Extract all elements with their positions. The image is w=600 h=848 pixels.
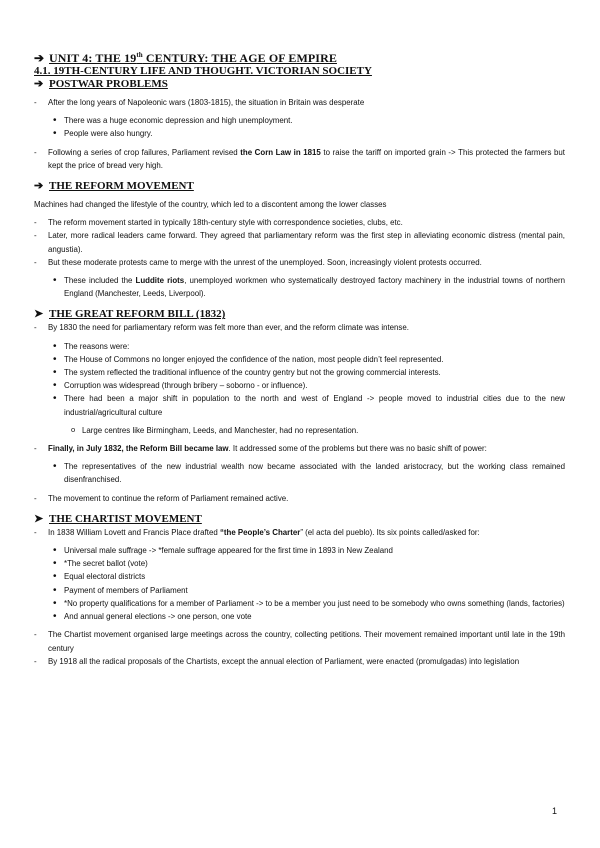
great-reform-bullet-3: • The system reflected the traditional influence of the country gentry but not the growing commercial interests. (34, 366, 565, 379)
postwar-heading-text: POSTWAR PROBLEMS (49, 78, 168, 90)
reform-dash-2: - Later, more radical leaders came forward. They agreed that parliamentary reform was the first step in alleviating economic distress (mental pain, angustia). (34, 229, 565, 255)
postwar-bullet-2: • People were also hungry. (34, 127, 565, 140)
postwar-bullet-1: • There was a huge economic depression and high unemployment. (34, 114, 565, 127)
reform-heading (34, 179, 565, 193)
chevron-right-icon: ➤ (34, 308, 44, 321)
chartist-bullet-4: • Payment of members of Parliament (34, 584, 565, 597)
great-reform-bullet-4: • Corruption was widespread (through bribery – soborno - or influence). (34, 379, 565, 392)
reform-dash-1: - The reform movement started in typically 18th-century style with correspondence societies, clubs, etc. (34, 216, 565, 229)
chartist-bullet-1: • Universal male suffrage -> *female suffrage appeared for the first time in 1893 in New Zealand (34, 544, 565, 557)
chartist-bullet-5: • *No property qualifications for a member of Parliament -> to be a member you just need to be somebody who owns something (lands, factories) (34, 597, 565, 610)
great-reform-dash-1: - By 1830 the need for parliamentary reform was felt more than ever, and the reform climate was intense. (34, 321, 565, 334)
great-reform-bullet-6: • The representatives of the new industrial wealth now became associated with the landed aristocracy, but the working class remained disenfranchised. (34, 460, 565, 486)
chartist-heading-text: THE CHARTIST MOVEMENT (49, 512, 202, 525)
arrow-right-icon: ➔ (34, 78, 44, 90)
chartist-bullet-3: • Equal electoral districts (34, 570, 565, 583)
unit-heading-text-end: CENTURY: THE AGE OF EMPIRE (142, 51, 337, 65)
postwar-heading (34, 77, 565, 91)
postwar-paragraph-1: - After the long years of Napoleonic wars (1803-1815), the situation in Britain was desperate (34, 96, 565, 109)
unit-heading (34, 48, 565, 65)
great-reform-heading-text: THE GREAT REFORM BILL (1832) (49, 308, 226, 321)
page-number: 1 (551, 806, 557, 816)
chartist-bullet-6: • And annual general elections -> one person, one vote (34, 610, 565, 623)
reform-intro: Machines had changed the lifestyle of the country, which led to a discontent among the lower classes (34, 200, 387, 210)
reform-bullet-1: • These included the Luddite riots, unemployed workmen who systematically destroyed factory machinery in the industrial towns of northern England (Manchester, Leeds, Liverpool). (34, 274, 565, 300)
section-heading: 4.1. 19TH-CENTURY LIFE AND THOUGHT. VICTORIAN SOCIETY (34, 65, 372, 77)
great-reform-dash-3: - The movement to continue the reform of Parliament remained active. (34, 492, 565, 505)
arrow-right-icon: ➔ (34, 180, 44, 193)
chartist-bullet-2: • *The secret ballot (vote) (34, 557, 565, 570)
great-reform-subitem-1: o Large centres like Birmingham, Leeds, and Manchester, had no representation. (34, 424, 565, 437)
reform-dash-3: - But these moderate protests came to merge with the unrest of the unemployed. Soon, increasingly violent protests occurred. (34, 256, 565, 269)
unit-heading-sup: th (136, 51, 143, 59)
great-reform-dash-2: - Finally, in July 1832, the Reform Bill became law. It addressed some of the problems but there was no basic shift of power: (34, 442, 565, 455)
chartist-dash-1: - In 1838 William Lovett and Francis Place drafted “the People’s Charter” (el acta del pueblo). Its six points called/asked for: (34, 526, 565, 539)
reform-heading-text: THE REFORM MOVEMENT (49, 180, 194, 193)
postwar-paragraph-2: - Following a series of crop failures, Parliament revised the Corn Law in 1815 to raise the tariff on imported grain -> This protected the farmers but kept the price of bread very high. (34, 146, 565, 172)
great-reform-heading (34, 307, 565, 321)
document-page (34, 48, 565, 668)
arrow-right-icon: ➔ (34, 51, 45, 65)
great-reform-bullet-1: • The reasons were: (34, 340, 565, 353)
chartist-heading (34, 512, 565, 526)
chevron-right-icon: ➤ (34, 512, 44, 525)
great-reform-bullet-2: • The House of Commons no longer enjoyed the confidence of the nation, most people didn’t feel represented. (34, 353, 565, 366)
unit-heading-text: UNIT 4: THE 19 (49, 51, 137, 65)
chartist-dash-2: - The Chartist movement organised large meetings across the country, collecting petitions. Their movement remained important until late in the 19th century (34, 628, 565, 654)
great-reform-bullet-5: • There had been a major shift in population to the north and west of England -> people moved to industrial cities due to the new industrial/agricultural culture (34, 392, 565, 418)
chartist-dash-3: - By 1918 all the radical proposals of the Chartists, except the annual election of Parliament, were enacted (promulgadas) into legislation (34, 655, 565, 668)
